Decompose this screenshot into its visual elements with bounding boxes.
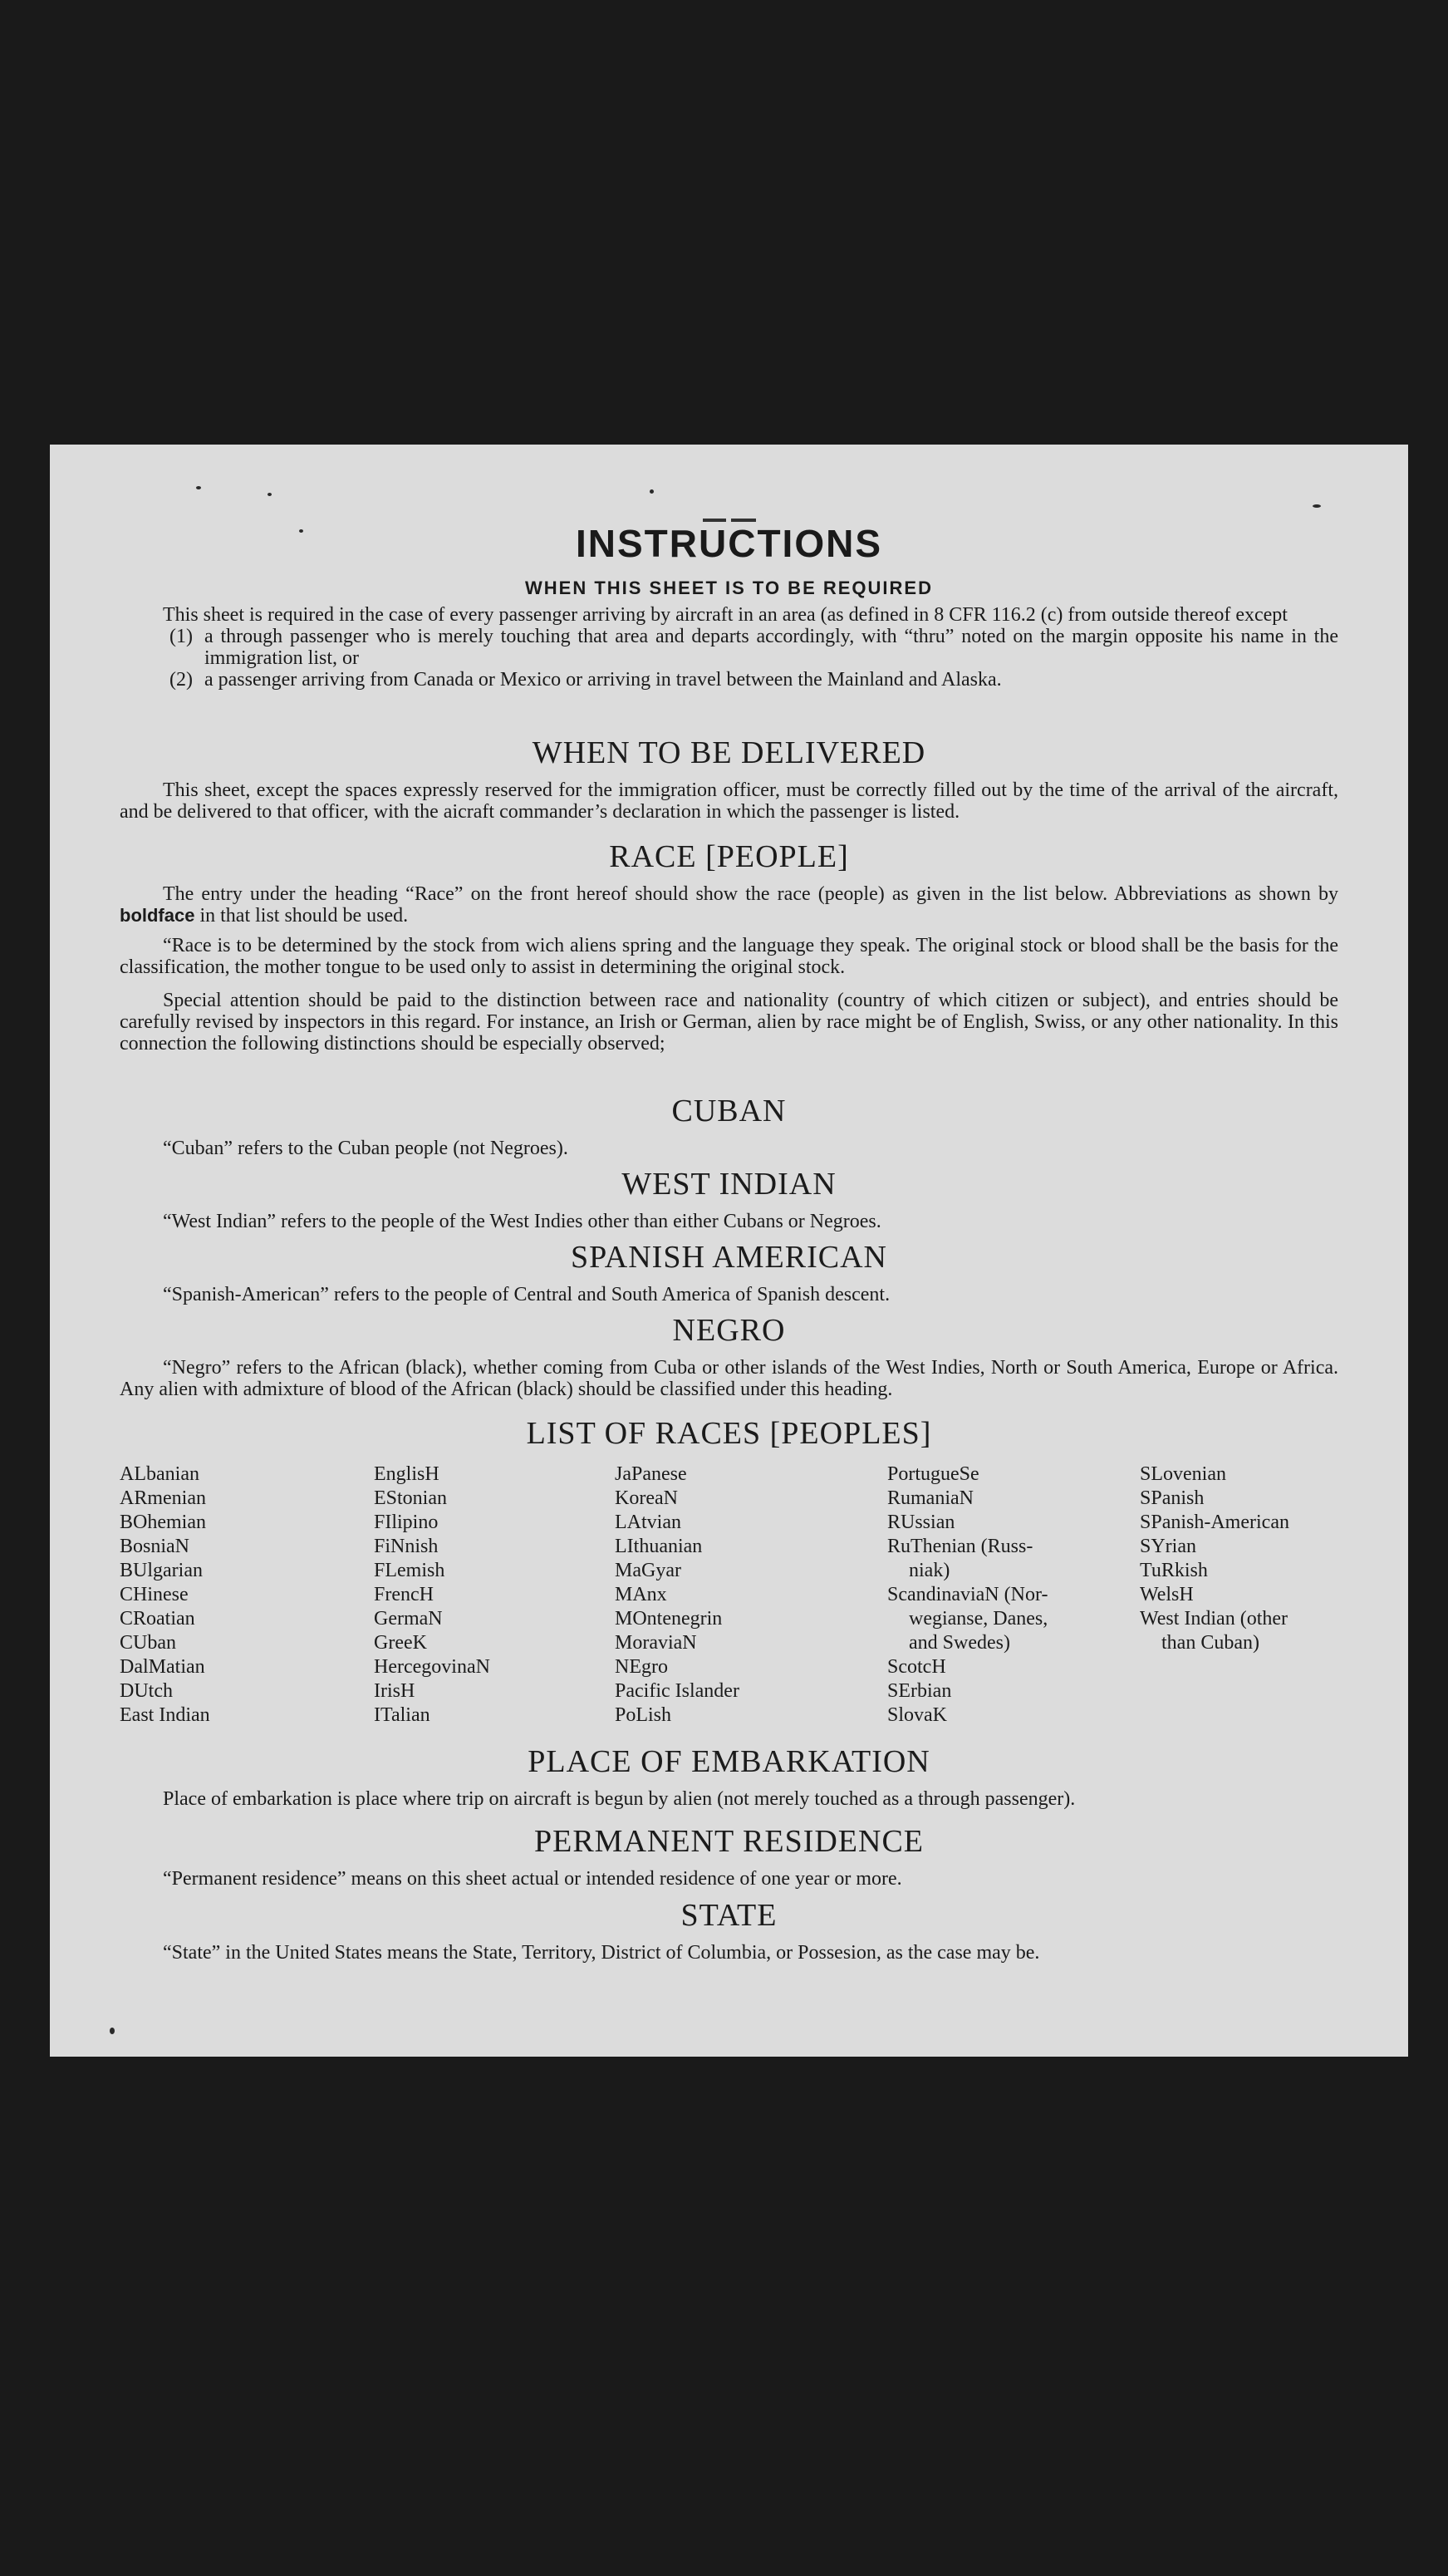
race-entry: and Swedes) [909,1632,1010,1654]
residence-section [120,1868,1338,1890]
page-subtitle: WHEN THIS SHEET IS TO BE REQUIRED [525,578,933,598]
heading-cuban: CUBAN [671,1094,787,1128]
race-entry: East Indian [120,1704,210,1726]
races-column-2 [374,1463,615,1728]
west-indian-section [120,1211,1338,1232]
race-entry: BosniaN [120,1536,189,1557]
heading-when-delivered: WHEN TO BE DELIVERED [532,735,926,770]
race-p1-bold: boldface [120,905,195,926]
race-entry: PortugueSe [887,1463,979,1485]
race-p1-before: The entry under the heading “Race” on the front hereof should show the race (people) as given in the list below. Abbreviations as shown by [163,883,1338,905]
race-entry: ScandinaviaN (Nor- [887,1584,1048,1605]
race-entry: ScotcH [887,1656,946,1678]
heading-race: RACE [PEOPLE] [609,839,849,874]
race-entry: FiNnish [374,1536,439,1557]
spanish-american-text: “Spanish-American” refers to the people of Central and South America of Spanish descent. [163,1284,891,1305]
race-entry: GreeK [374,1632,427,1654]
race-entry: NEgro [615,1656,668,1678]
speck [268,493,272,496]
races-column-3 [615,1463,887,1728]
races-list [120,1463,1338,1728]
race-entry: SPanish-American [1140,1512,1289,1533]
embarkation-text: Place of embarkation is place where trip on aircraft is begun by alien (not merely touched as a through passenger). [163,1788,1076,1810]
race-entry: EStonian [374,1487,447,1509]
list-item [120,669,1338,691]
race-entry: CRoatian [120,1608,195,1630]
speck [196,486,201,489]
item-number: (2) [169,669,193,691]
race-entry: SLovenian [1140,1463,1226,1485]
race-section [120,883,1338,1054]
heading-permanent-residence: PERMANENT RESIDENCE [533,1824,925,1859]
cuban-section [120,1138,1338,1159]
race-entry: GermaN [374,1608,443,1630]
race-entry: than Cuban) [1161,1632,1259,1654]
race-entry: SPanish [1140,1487,1205,1509]
speck [110,2028,115,2034]
race-entry: DUtch [120,1680,173,1702]
race-entry: ARmenian [120,1487,206,1509]
heading-list-of-races: LIST OF RACES [PEOPLES] [526,1416,932,1451]
spanish-american-section [120,1284,1338,1305]
document-sheet [50,445,1408,2057]
race-entry: FLemish [374,1560,445,1581]
race-entry: EnglisH [374,1463,439,1485]
race-entry: TuRkish [1140,1560,1208,1581]
item-number: (1) [169,626,193,647]
item-text: a through passenger who is merely touching that area and departs accordingly, with “thru” noted on the margin opposite his name in the immigration list, or [204,626,1338,669]
races-column-1 [120,1463,374,1728]
race-entry: RumaniaN [887,1487,974,1509]
race-entry: MoraviaN [615,1632,697,1654]
west-indian-text: “West Indian” refers to the people of the West Indies other than either Cubans or Negroes. [163,1211,881,1232]
embarkation-section [120,1788,1338,1810]
race-entry: LIthuanian [615,1536,703,1557]
race-entry: IrisH [374,1680,415,1702]
race-entry: wegianse, Danes, [909,1608,1048,1630]
race-entry: HercegovinaN [374,1656,490,1678]
heading-west-indian: WEST INDIAN [621,1167,837,1202]
race-entry: KoreaN [615,1487,678,1509]
negro-section [120,1357,1338,1400]
race-entry: LAtvian [615,1512,681,1533]
race-entry: RUssian [887,1512,955,1533]
race-entry: ITalian [374,1704,430,1726]
speck [650,489,654,494]
state-text: “State” in the United States means the State, Territory, District of Columbia, or Possesion, as the case may be. [163,1942,1040,1964]
race-entry: BUlgarian [120,1560,203,1581]
speck [1313,504,1321,508]
races-column-4 [887,1463,1140,1728]
races-column-5 [1140,1463,1339,1728]
required-section [120,604,1338,691]
race-paragraph-3: Special attention should be paid to the distinction between race and nationality (country of which citizen or subject), and entries should be carefully revised by inspectors in this regard. For instance, an Irish or German, alien by race might be of English, Swiss, or any other nationality. In this connection the following distinctions should be especially observed; [120,990,1338,1054]
delivered-text: This sheet, except the spaces expressly reserved for the immigration officer, must be correctly filled out by the time of the arrival of the aircraft, and be delivered to that officer, with the aicraft commander’s declaration in which the passenger is listed. [120,779,1338,823]
list-item [120,626,1338,669]
race-entry: FrencH [374,1584,434,1605]
race-entry: ALbanian [120,1463,199,1485]
race-entry: CUban [120,1632,176,1654]
page-title: INSTRUCTIONS [576,522,882,565]
race-entry: niak) [909,1560,950,1581]
race-entry: PoLish [615,1704,672,1726]
race-entry: JaPanese [615,1463,687,1485]
race-entry: RuThenian (Russ- [887,1536,1033,1557]
race-entry: WelsH [1140,1584,1194,1605]
residence-text: “Permanent residence” means on this sheet actual or intended residence of one year or more. [163,1868,902,1890]
cuban-text: “Cuban” refers to the Cuban people (not Negroes). [163,1138,568,1159]
race-entry: CHinese [120,1584,189,1605]
required-intro: This sheet is required in the case of every passenger arriving by aircraft in an area (as defined in 8 CFR 116.2 (c) from outside thereof except [163,604,1288,626]
race-entry: MAnx [615,1584,667,1605]
race-entry: SErbian [887,1680,952,1702]
race-entry: West Indian (other [1140,1608,1288,1630]
heading-spanish-american: SPANISH AMERICAN [571,1240,887,1275]
state-section [120,1942,1338,1964]
ornament-dash [700,511,758,514]
race-paragraph-2: “Race is to be determined by the stock from wich aliens spring and the language they speak. The original stock or blood shall be the basis for the classification, the mother tongue to be used only to assist in determining the original stock. [120,935,1338,978]
race-entry: Pacific Islander [615,1680,739,1702]
race-entry: FIlipino [374,1512,439,1533]
delivered-section [120,779,1338,823]
race-entry: SYrian [1140,1536,1196,1557]
heading-state: STATE [680,1898,778,1933]
race-p1-after: in that list should be used. [194,905,409,927]
race-entry: DalMatian [120,1656,205,1678]
negro-text: “Negro” refers to the African (black), whether coming from Cuba or other islands of the West Indies, North or South America, Europe or Africa. Any alien with admixture of blood of the African (black) should be classified under this heading. [120,1357,1338,1400]
race-paragraph-1 [120,883,1338,927]
race-entry: SlovaK [887,1704,947,1726]
heading-negro: NEGRO [672,1313,786,1348]
race-entry: BOhemian [120,1512,206,1533]
race-entry: MOntenegrin [615,1608,723,1630]
heading-place-of-embarkation: PLACE OF EMBARKATION [528,1744,930,1779]
item-text: a passenger arriving from Canada or Mexico or arriving in travel between the Mainland and Alaska. [204,669,1002,691]
race-entry: MaGyar [615,1560,681,1581]
